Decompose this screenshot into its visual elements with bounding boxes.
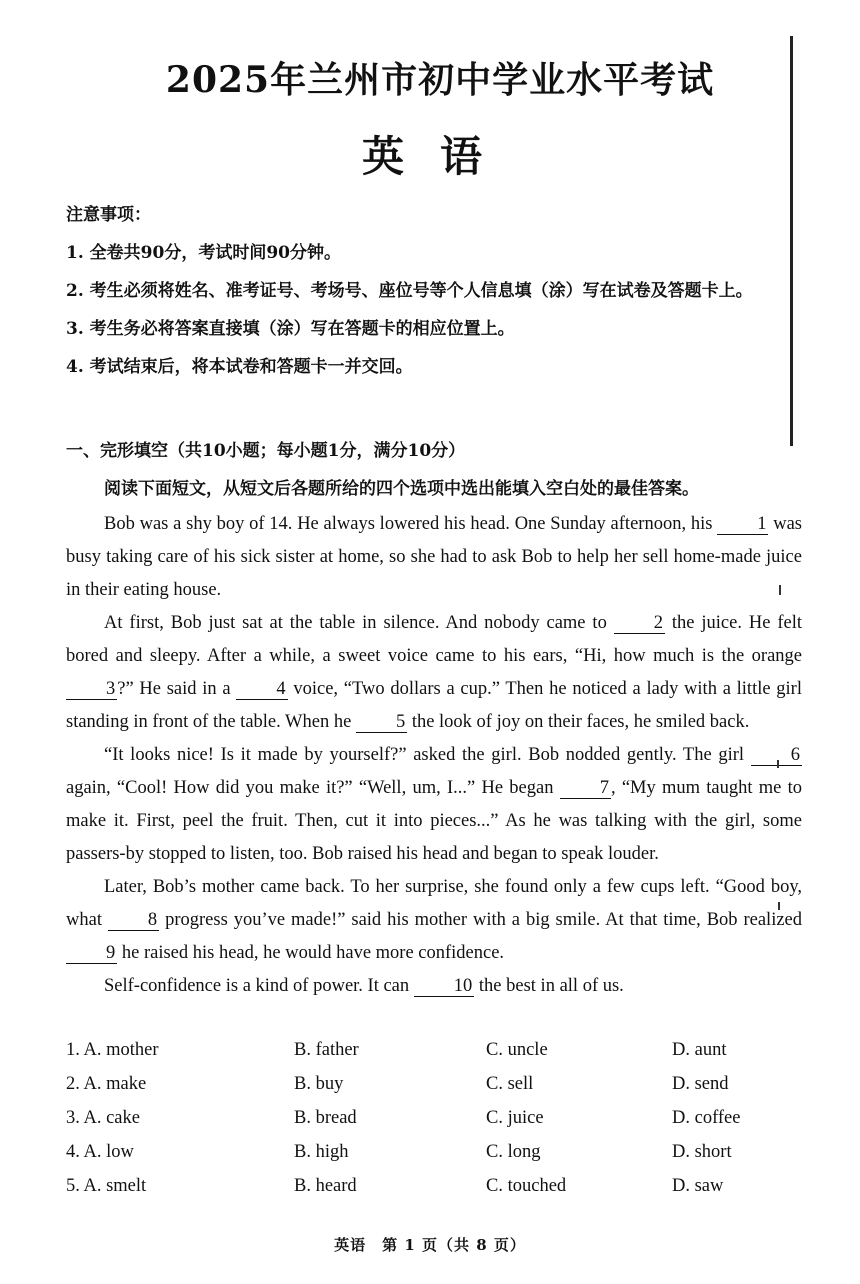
- passage-text: , “My mum taught me to make it. First, peel the fruit. Then, cut it into pieces...” As he was talking with the girl, some passers-by stopped to listen, too. Bob raised his head and began to speak louder.: [66, 778, 802, 864]
- passage-text: At first, Bob just sat at the table in silence. And nobody came to: [104, 613, 614, 633]
- option-b: B. bread: [294, 1108, 357, 1128]
- passage-text: the best in all of us.: [474, 976, 624, 996]
- passage-paragraph: [66, 739, 802, 871]
- section-instructions: 阅读下面短文，从短文后各题所给的四个选项中选出能填入空白处的最佳答案。: [104, 479, 699, 499]
- notice-item-1: 1. 全卷共90分，考试时间90分钟。: [66, 243, 341, 263]
- option-a: 2. A. make: [66, 1074, 147, 1094]
- passage-text: the look of joy on their faces, he smiled back.: [407, 712, 750, 732]
- blank-7: 7: [560, 778, 611, 799]
- passage-paragraph: [66, 607, 802, 739]
- scan-speck: [779, 585, 781, 595]
- option-d: D. aunt: [672, 1040, 727, 1060]
- option-c: C. juice: [486, 1108, 544, 1128]
- page-footer: 英语 第 1 页（共 8 页）: [334, 1236, 526, 1254]
- passage-text: the juice. He felt bored and sleepy. After a while, a sweet voice came to his ears, “Hi, how much is the orange: [66, 613, 802, 666]
- option-a: 5. A. smelt: [66, 1176, 147, 1196]
- notice-item-3: 3. 考生务必将答案直接填（涂）写在答题卡的相应位置上。: [66, 319, 515, 339]
- blank-5: 5: [356, 712, 407, 733]
- notice-item-2: 2. 考生必须将姓名、准考证号、考场号、座位号等个人信息填（涂）写在试卷及答题卡上。: [66, 281, 753, 301]
- passage-text: he raised his head, he would have more confidence.: [117, 943, 505, 963]
- option-b: B. high: [294, 1142, 349, 1162]
- passage-text: progress you’ve made!” said his mother with a big smile. At that time, Bob realized: [159, 910, 803, 930]
- blank-2: 2: [614, 613, 665, 634]
- answer-options: [66, 1040, 806, 1210]
- scan-speck: [777, 760, 779, 768]
- blank-4: 4: [236, 679, 287, 700]
- exam-title: 2025年兰州市初中学业水平考试: [165, 59, 715, 101]
- option-row-5: [66, 1176, 806, 1210]
- option-row-1: [66, 1040, 806, 1074]
- option-c: C. touched: [486, 1176, 567, 1196]
- option-d: D. send: [672, 1074, 729, 1094]
- option-c: C. long: [486, 1142, 541, 1162]
- option-d: D. saw: [672, 1176, 724, 1196]
- passage-text: Bob was a shy boy of 14. He always lowered his head. One Sunday afternoon, his: [104, 514, 718, 534]
- option-a: 1. A. mother: [66, 1040, 159, 1060]
- option-d: D. coffee: [672, 1108, 741, 1128]
- option-b: B. heard: [294, 1176, 357, 1196]
- option-d: D. short: [672, 1142, 732, 1162]
- passage-text: Later, Bob’s mother came back. To her surprise, she found only a few cups left. “Good boy, what: [66, 877, 802, 930]
- blank-8: 8: [108, 910, 159, 931]
- option-a: 4. A. low: [66, 1142, 134, 1162]
- option-a: 3. A. cake: [66, 1108, 140, 1128]
- blank-1: 1: [717, 514, 768, 535]
- scan-edge-line: [790, 36, 793, 446]
- passage-paragraph: [66, 970, 802, 1003]
- subject-title: 英语: [361, 132, 518, 181]
- blank-9: 9: [66, 943, 117, 964]
- scan-speck: [778, 902, 780, 910]
- blank-3: 3: [66, 679, 117, 700]
- passage-paragraph: [66, 508, 802, 607]
- passage-paragraph: [66, 871, 802, 970]
- cloze-passage: [66, 508, 802, 1003]
- passage-text: “It looks nice! Is it made by yourself?” asked the girl. Bob nodded gently. The girl: [104, 745, 751, 765]
- section-heading: 一、完形填空（共10小题；每小题1分，满分10分）: [66, 441, 466, 461]
- option-row-3: [66, 1108, 806, 1142]
- option-row-2: [66, 1074, 806, 1108]
- passage-text: again, “Cool! How did you make it?” “Well, um, I...” He began: [66, 778, 560, 798]
- passage-text: voice, “Two dollars a cup.” Then he noticed a lady with a little girl standing in front of the table. When he: [66, 679, 802, 732]
- option-b: B. buy: [294, 1074, 344, 1094]
- option-row-4: [66, 1142, 806, 1176]
- option-c: C. uncle: [486, 1040, 548, 1060]
- passage-text: ?” He said in a: [117, 679, 237, 699]
- notice-item-4: 4. 考试结束后，将本试卷和答题卡一并交回。: [66, 357, 413, 377]
- option-b: B. father: [294, 1040, 359, 1060]
- option-c: C. sell: [486, 1074, 534, 1094]
- passage-text: was busy taking care of his sick sister at home, so she had to ask Bob to help her sell home-made juice in their eating house.: [66, 514, 802, 600]
- passage-text: Self-confidence is a kind of power. It can: [104, 976, 414, 996]
- blank-6: 6: [751, 745, 802, 766]
- blank-10: 10: [414, 976, 475, 997]
- notice-heading: 注意事项：: [66, 205, 151, 225]
